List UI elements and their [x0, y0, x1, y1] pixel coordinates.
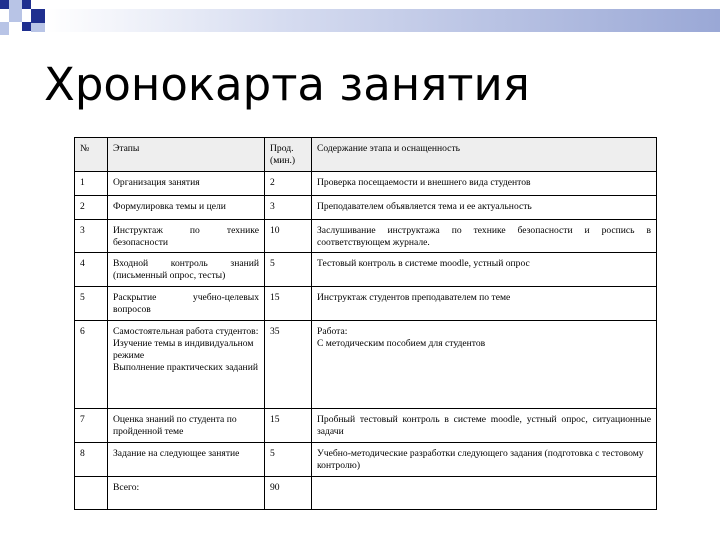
- table-row: [75, 196, 657, 220]
- total-num-empty: [75, 477, 108, 510]
- row-duration: 5: [265, 253, 312, 287]
- total-content-empty: [312, 477, 657, 510]
- row-stage: Самостоятельная работа студентов: Изучение темы в индивидуальном режиме Выполнение практических заданий: [108, 321, 265, 409]
- row-num: 6: [75, 321, 108, 409]
- corner-square-7: [22, 22, 31, 31]
- corner-square-5: [31, 9, 45, 23]
- table-header-row: [75, 138, 657, 172]
- table-row: [75, 321, 657, 409]
- row-num: 5: [75, 287, 108, 321]
- corner-square-1: [0, 0, 9, 9]
- row-stage: Формулировка темы и цели: [108, 196, 265, 220]
- corner-square-2: [9, 0, 22, 9]
- row-num: 7: [75, 409, 108, 443]
- row-num: 1: [75, 172, 108, 196]
- row-duration: 35: [265, 321, 312, 409]
- row-stage: Входной контроль знаний (письменный опрос, тесты): [108, 253, 265, 287]
- row-num: 4: [75, 253, 108, 287]
- row-duration: 3: [265, 196, 312, 220]
- row-content: Инструктаж студентов преподавателем по теме: [312, 287, 657, 321]
- corner-square-4: [9, 9, 22, 22]
- header-stage: Этапы: [108, 138, 265, 172]
- chronocard-table: [74, 137, 657, 510]
- row-content: Учебно-методические разработки следующего задания (подготовка с тестовому контролю): [312, 443, 657, 477]
- row-content: Проверка посещаемости и внешнего вида студентов: [312, 172, 657, 196]
- row-content: Тестовый контроль в системе moodle, устный опрос: [312, 253, 657, 287]
- total-value: 90: [265, 477, 312, 510]
- header-gradient-bar: [45, 9, 720, 32]
- row-num: 8: [75, 443, 108, 477]
- corner-square-8: [31, 23, 45, 32]
- row-duration: 2: [265, 172, 312, 196]
- row-content: Пробный тестовый контроль в системе moodle, устный опрос, ситуационные задачи: [312, 409, 657, 443]
- header-content: Содержание этапа и оснащенность: [312, 138, 657, 172]
- table-row: [75, 253, 657, 287]
- total-label: Всего:: [108, 477, 265, 510]
- row-duration: 10: [265, 220, 312, 253]
- table-row: [75, 287, 657, 321]
- row-stage: Оценка знаний по студента по пройденной теме: [108, 409, 265, 443]
- row-num: 2: [75, 196, 108, 220]
- page-title: Хронокарта занятия: [44, 58, 530, 111]
- row-content: Заслушивание инструктажа по технике безопасности и роспись в соответствующем журнале.: [312, 220, 657, 253]
- row-content: Работа: С методическим пособием для студентов: [312, 321, 657, 409]
- header-duration: Прод. (мин.): [265, 138, 312, 172]
- row-content: Преподавателем объявляется тема и ее актуальность: [312, 196, 657, 220]
- row-duration: 15: [265, 409, 312, 443]
- corner-square-3: [22, 0, 31, 9]
- row-num: 3: [75, 220, 108, 253]
- row-duration: 15: [265, 287, 312, 321]
- row-stage: Задание на следующее занятие: [108, 443, 265, 477]
- table-row: [75, 172, 657, 196]
- row-stage: Организация занятия: [108, 172, 265, 196]
- corner-square-6: [0, 22, 9, 35]
- row-stage: Раскрытие учебно-целевых вопросов: [108, 287, 265, 321]
- table-row: [75, 409, 657, 443]
- header-num: №: [75, 138, 108, 172]
- table-row: [75, 220, 657, 253]
- table-row: [75, 443, 657, 477]
- row-duration: 5: [265, 443, 312, 477]
- row-stage: Инструктаж по технике безопасности: [108, 220, 265, 253]
- table-total-row: [75, 477, 657, 510]
